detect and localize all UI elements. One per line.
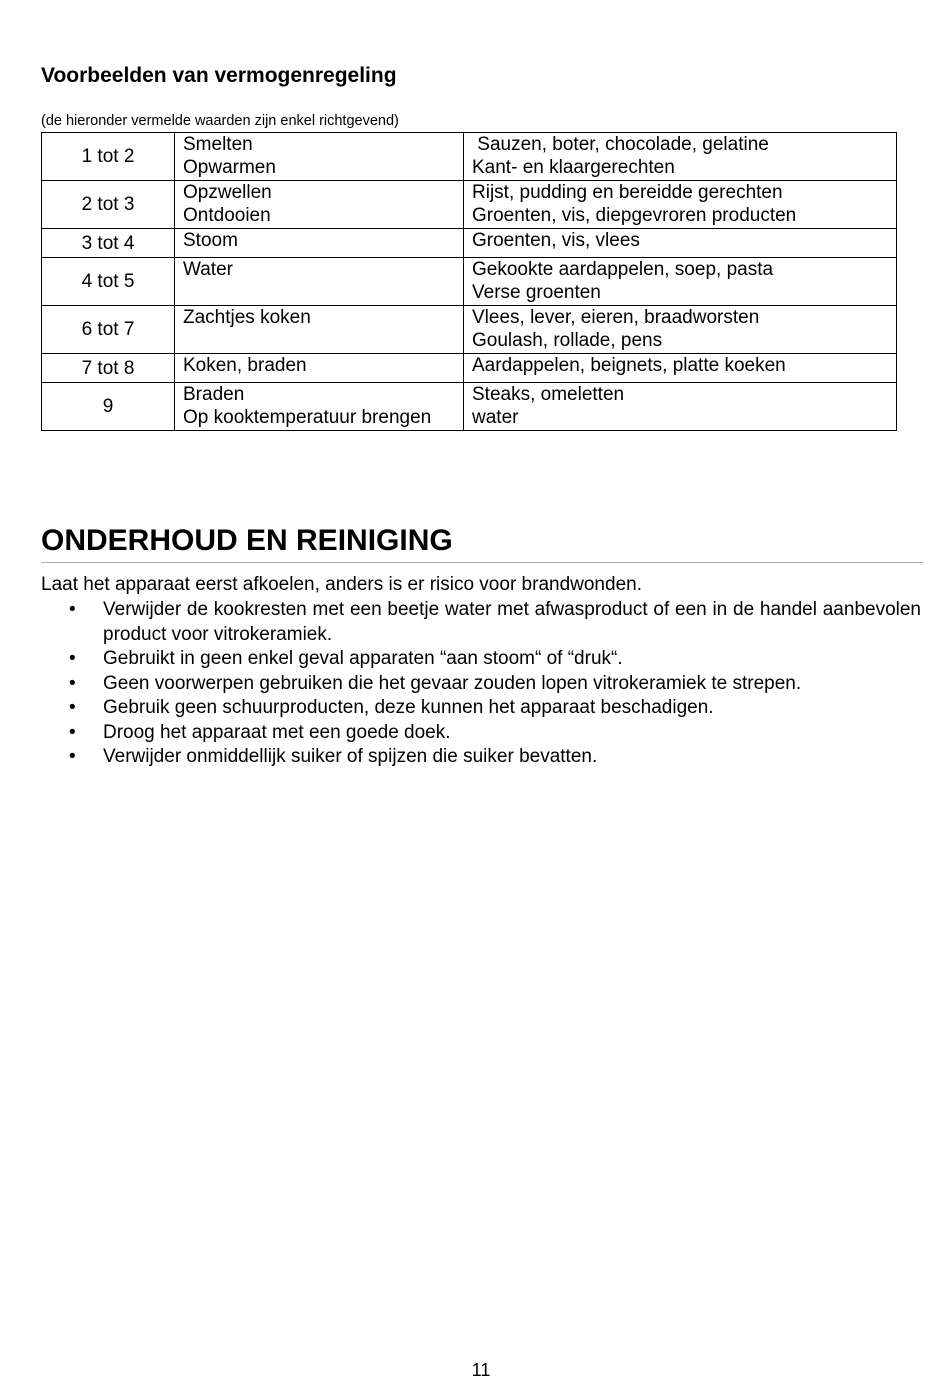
action-cell	[175, 258, 464, 306]
food-text: Verse groenten	[472, 282, 601, 303]
action-cell	[175, 181, 464, 229]
level-cell: 4 tot 5	[42, 258, 175, 306]
food-cell	[464, 258, 897, 306]
bullet-icon: •	[69, 672, 76, 694]
bullet-icon: •	[69, 697, 76, 718]
list-item	[41, 672, 921, 697]
action-text: Braden	[183, 384, 245, 405]
bullet-icon: •	[69, 721, 76, 743]
table-row	[42, 181, 897, 229]
food-cell	[464, 383, 897, 431]
maintenance-intro: Laat het apparaat eerst afkoelen, anders is er risico voor brandwonden.	[41, 574, 642, 595]
food-text: Gekookte aardappelen, soep, pasta	[472, 259, 774, 280]
page-number: 11	[471, 1360, 491, 1380]
food-cell	[464, 181, 897, 229]
action-text: Opwarmen	[183, 157, 276, 178]
table-row	[42, 383, 897, 431]
food-text: Groenten, vis, vlees	[472, 230, 640, 251]
list-item	[41, 696, 921, 721]
action-text: Ontdooien	[183, 205, 271, 226]
maintenance-list	[41, 598, 921, 770]
list-item-text: Gebruikt in geen enkel geval apparaten “aan stoom“ of “druk“.	[103, 648, 623, 669]
table-row	[42, 133, 897, 181]
list-item	[41, 721, 921, 746]
action-text: Opzwellen	[183, 182, 272, 203]
level-cell: 2 tot 3	[42, 181, 175, 229]
maintenance-heading: ONDERHOUD EN REINIGING	[41, 524, 453, 557]
food-text: Rijst, pudding en bereidde gerechten	[472, 182, 783, 203]
table-row	[42, 354, 897, 383]
list-item-text: Droog het apparaat met een goede doek.	[103, 721, 451, 743]
food-text: Sauzen, boter, chocolade, gelatine	[472, 134, 769, 155]
food-text: water	[472, 407, 519, 428]
action-cell	[175, 354, 464, 383]
list-item	[41, 647, 921, 672]
action-cell	[175, 306, 464, 354]
list-item-text: Verwijder onmiddellijk suiker of spijzen die suiker bevatten.	[103, 746, 598, 767]
action-cell	[175, 383, 464, 431]
food-text: Aardappelen, beignets, platte koeken	[472, 355, 786, 376]
list-item	[41, 598, 921, 647]
level-cell: 9	[42, 383, 175, 431]
action-cell	[175, 229, 464, 258]
heading-divider	[41, 562, 923, 563]
action-text: Stoom	[183, 230, 238, 251]
level-cell: 1 tot 2	[42, 133, 175, 181]
food-cell	[464, 229, 897, 258]
list-item-text: Geen voorwerpen gebruiken die het gevaar zouden lopen vitrokeramiek te strepen.	[103, 672, 802, 694]
list-item-text: Verwijder de kookresten met een beetje water met afwasproduct of een in de handel aanbevolen product voor vitrokeramiek.	[103, 599, 921, 645]
list-item-text: Gebruik geen schuurproducten, deze kunnen het apparaat beschadigen.	[103, 697, 714, 718]
bullet-icon: •	[69, 599, 76, 620]
action-text: Smelten	[183, 134, 253, 155]
food-text: Groenten, vis, diepgevroren producten	[472, 205, 797, 226]
food-text: Kant- en klaargerechten	[472, 157, 675, 178]
action-text: Water	[183, 259, 233, 280]
table-row	[42, 258, 897, 306]
power-examples-note: (de hieronder vermelde waarden zijn enkel richtgevend)	[41, 113, 399, 129]
level-cell: 3 tot 4	[42, 229, 175, 258]
action-cell	[175, 133, 464, 181]
food-text: Steaks, omeletten	[472, 384, 625, 405]
food-cell	[464, 133, 897, 181]
list-item	[41, 745, 921, 770]
level-cell: 7 tot 8	[42, 354, 175, 383]
food-text: Goulash, rollade, pens	[472, 330, 663, 351]
level-cell: 6 tot 7	[42, 306, 175, 354]
action-text: Koken, braden	[183, 355, 307, 376]
food-cell	[464, 306, 897, 354]
bullet-icon: •	[69, 648, 76, 669]
power-examples-table	[41, 132, 897, 431]
food-cell	[464, 354, 897, 383]
action-text: Op kooktemperatuur brengen	[183, 407, 432, 428]
table-row	[42, 306, 897, 354]
table-row	[42, 229, 897, 258]
bullet-icon: •	[69, 746, 76, 767]
food-text: Vlees, lever, eieren, braadworsten	[472, 307, 760, 328]
action-text: Zachtjes koken	[183, 307, 311, 328]
power-examples-heading: Voorbeelden van vermogenregeling	[41, 64, 397, 87]
